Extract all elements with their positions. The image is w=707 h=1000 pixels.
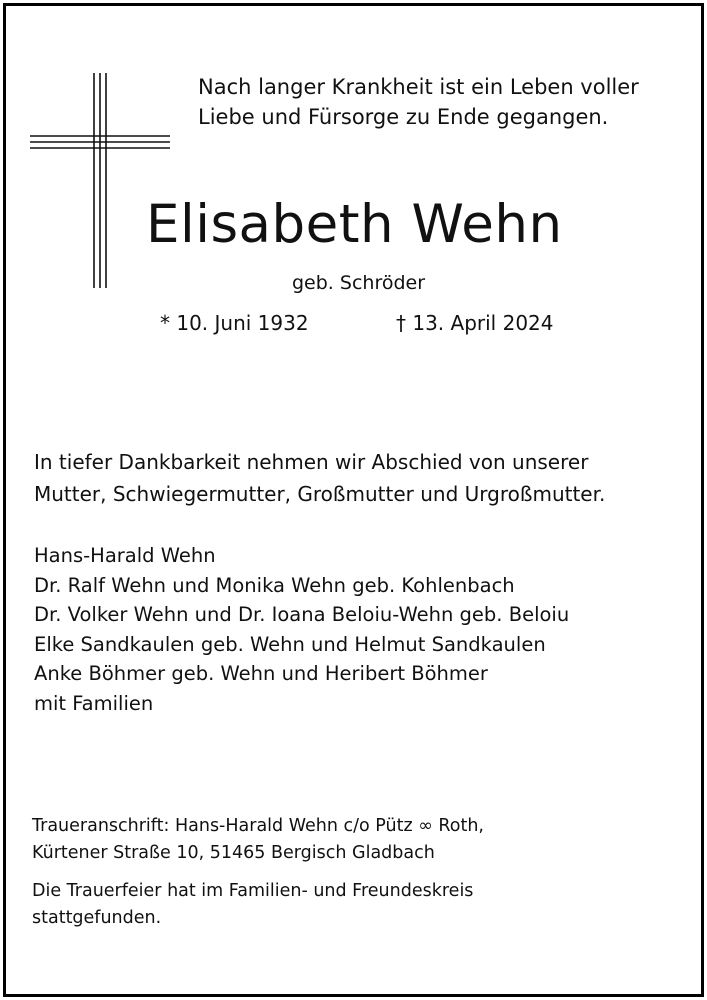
thanks-line: Mutter, Schwiegermutter, Großmutter und Urgroßmutter. (34, 482, 606, 506)
ceremony-note (32, 878, 692, 932)
address-line: Kürtener Straße 10, 51465 Bergisch Gladbach (32, 843, 435, 863)
mourner-entry: Elke Sandkaulen geb. Wehn und Helmut Sandkaulen (34, 632, 546, 656)
mourner-entry: Dr. Volker Wehn und Dr. Ioana Beloiu-Wehn geb. Beloiu (34, 603, 570, 626)
deceased-name: Elisabeth Wehn (146, 194, 563, 255)
mourner-entry: Anke Böhmer geb. Wehn und Heribert Böhmer (34, 662, 488, 685)
intro-text (198, 72, 688, 132)
mourner-entry: mit Familien (34, 691, 154, 715)
death-date: † 13. April 2024 (396, 311, 554, 335)
mourning-address (32, 813, 692, 867)
address-line: Traueranschrift: Hans-Harald Wehn c/o Pütz ∞ Roth, (32, 816, 484, 836)
maiden-name: geb. Schröder (292, 272, 426, 294)
ceremony-line: Die Trauerfeier hat im Familien- und Freundeskreis (32, 881, 474, 901)
thanks-text (34, 446, 694, 510)
birth-date: * 10. Juni 1932 (160, 311, 309, 335)
ceremony-line: stattgefunden. (32, 908, 162, 928)
intro-line: Liebe und Fürsorge zu Ende gegangen. (198, 105, 609, 129)
mourner-entry: Dr. Ralf Wehn und Monika Wehn geb. Kohlenbach (34, 573, 515, 597)
mourners-list (34, 541, 694, 718)
thanks-line: In tiefer Dankbarkeit nehmen wir Abschied von unserer (34, 450, 589, 474)
mourner-entry: Hans-Harald Wehn (34, 544, 216, 567)
intro-line: Nach langer Krankheit ist ein Leben voller (198, 75, 639, 99)
